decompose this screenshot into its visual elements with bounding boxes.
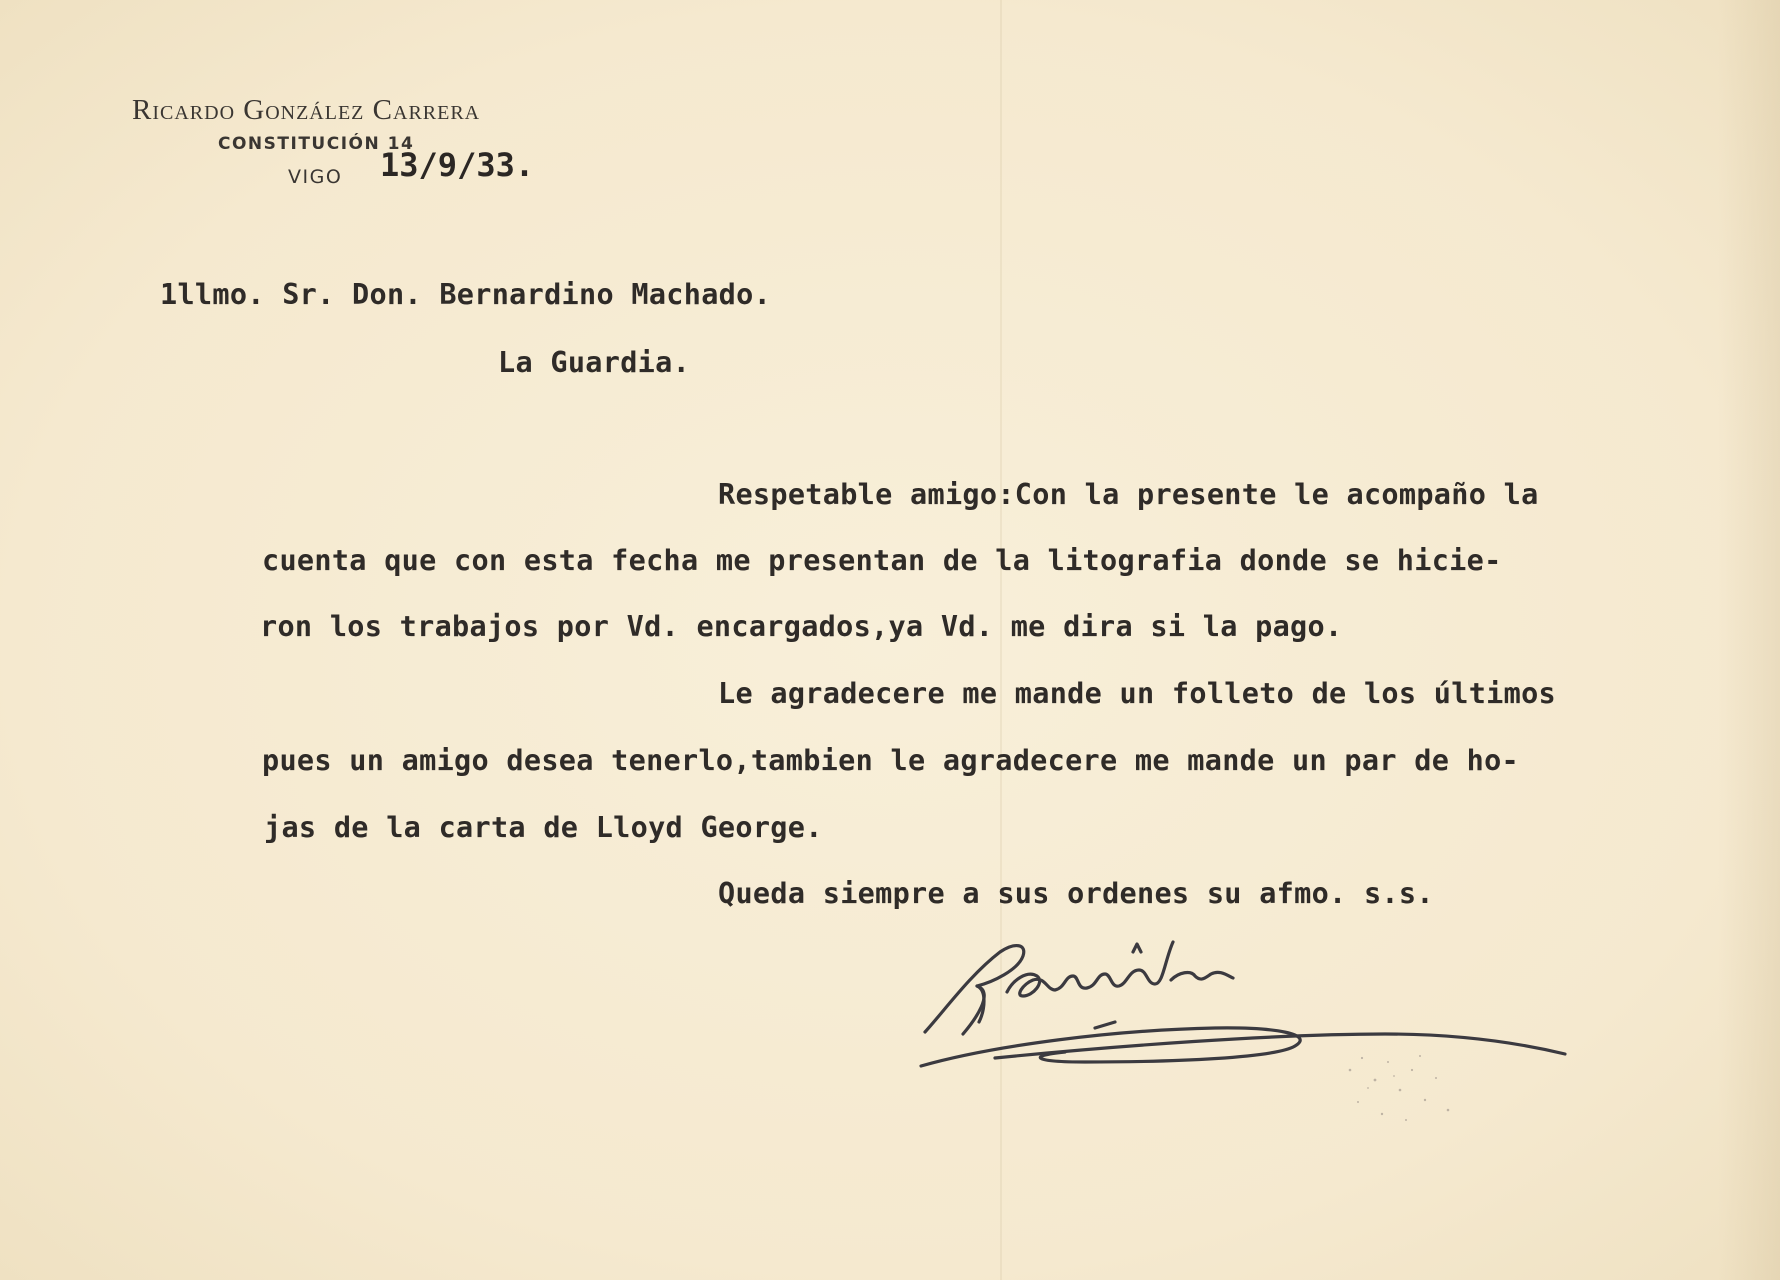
ink-specks [1340, 1040, 1470, 1130]
body-line: cuenta que con esta fecha me presentan de la litografia donde se hicie- [262, 544, 1502, 577]
body-line: ron los trabajos por Vd. encargados,ya Vd. me dira si la pago. [260, 610, 1343, 643]
recipient-name: 1llmo. Sr. Don. Bernardino Machado. [160, 278, 772, 311]
recipient-place: La Guardia. [498, 346, 691, 379]
body-line: Le agradecere me mande un folleto de los últimos [718, 677, 1557, 710]
handwritten-signature [915, 930, 1575, 1090]
body-line: Respetable amigo:Con la presente le acompaño la [718, 478, 1539, 511]
closing-line: Queda siempre a sus ordenes su afmo. s.s. [718, 877, 1434, 910]
letterhead-name: Ricardo González Carrera [132, 94, 481, 126]
letter-date: 13/9/33. [380, 146, 535, 184]
body-line: pues un amigo desea tenerlo,tambien le agradecere me mande un par de ho- [262, 744, 1520, 777]
body-line: jas de la carta de Lloyd George. [264, 811, 823, 844]
letterhead-address: CONSTITUCIÓN 14 [218, 134, 415, 154]
letterhead-city: VIGO [288, 166, 343, 188]
